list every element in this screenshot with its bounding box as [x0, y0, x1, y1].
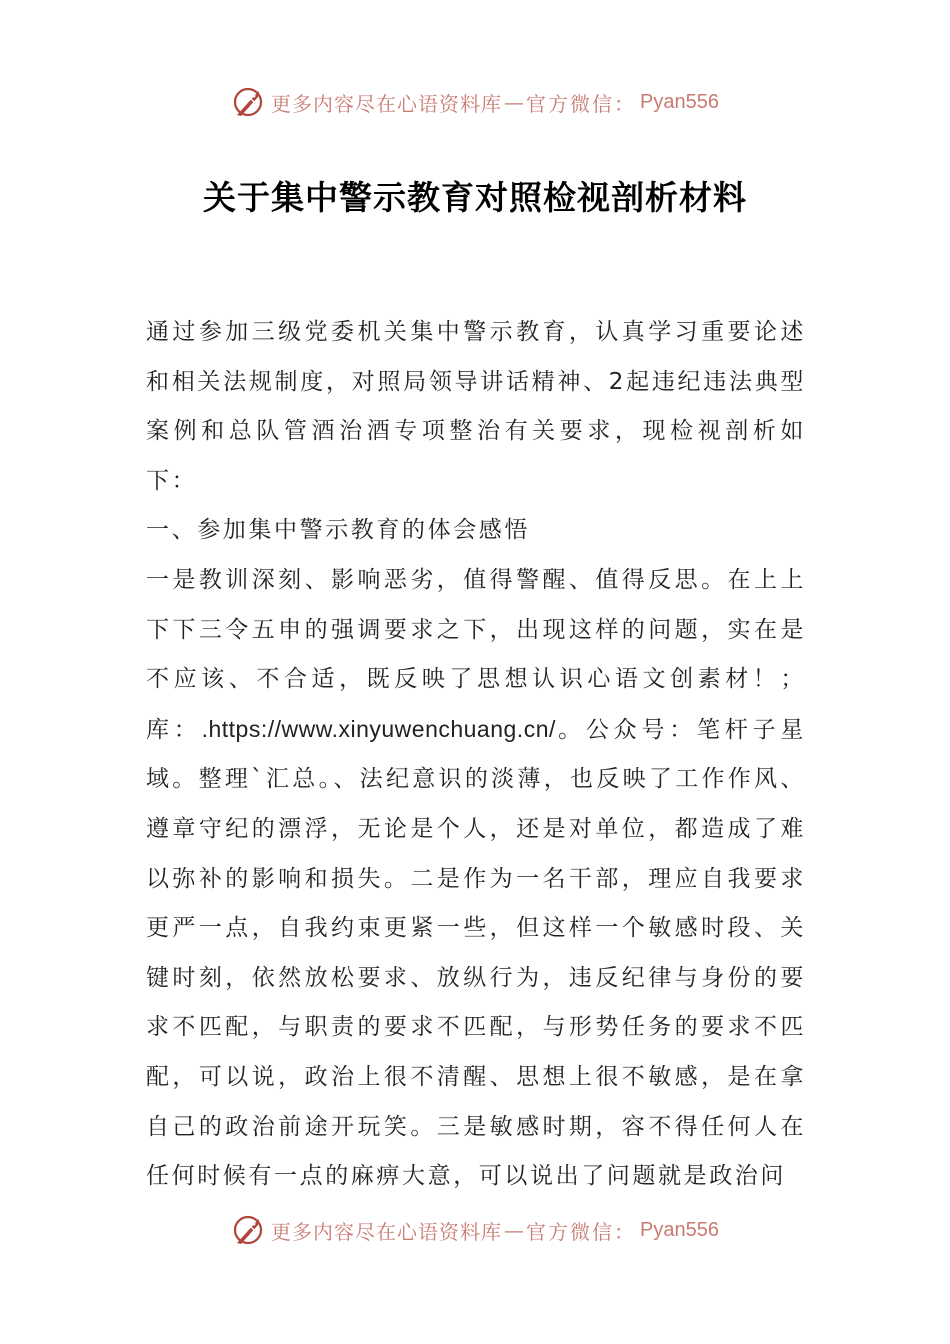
banner-wechat-label: 官方微信： [526, 91, 637, 116]
section-heading: 一、参加集中警示教育的体会感悟 [146, 517, 530, 544]
document-body [146, 308, 806, 1202]
banner-wechat-id: Pyan556 [640, 1218, 719, 1241]
website-url: .https://www.xinyuwenchuang.cn/ [201, 715, 556, 742]
header-banner [0, 82, 950, 122]
pen-nib-logo-icon [231, 85, 265, 119]
footer-banner [0, 1210, 950, 1250]
paragraph-text-b: 。公众号：笔杆子星域。整理`汇总。、法纪意识的淡薄，也反映了工作作风、遵章守纪的漂浮，无论是个人，还是对单位，都造成了难以弥补的影响和损失。二是作为一名干部，理应自我要求更严一点，自我约束更紧一些，但这样一个敏感时段、关键时刻，依然放松要求、放纵行为，违反纪律与身份的要求不匹配，与职责的要求不匹配，与形势任务的要求不匹配，可以说，政治上很不清醒、思想上很不敏感，是在拿自己的政治前途开玩笑。三是敏感时期，容不得任何人在任何时候有一点的麻痹大意，可以说出了问题就是政治问 [146, 716, 807, 1190]
body-paragraph [146, 556, 806, 1202]
banner-text: 更多内容尽在心语资料库 [271, 1219, 503, 1244]
banner-wechat-label: 官方微信： [526, 1219, 637, 1244]
banner-wechat-id: Pyan556 [640, 90, 719, 113]
paragraph-text-a: 一是教训深刻、影响恶劣，值得警醒、值得反思。在上上下下三令五申的强调要求之下，出现这样的问题，实在是不应该、不合适，既反映了思想认识心语文创素材！；库： [146, 566, 806, 743]
intro-paragraph: 通过参加三级党委机关集中警示教育，认真学习重要论述和相关法规制度，对照局领导讲话精神、2起违纪违法典型案例和总队管酒治酒专项整治有关要求，现检视剖析如下： [146, 319, 806, 494]
banner-text: 更多内容尽在心语资料库 [271, 91, 503, 116]
pen-nib-logo-icon [231, 1213, 265, 1247]
document-title: 关于集中警示教育对照检视剖析材料 [203, 178, 747, 217]
banner-separator: — [504, 90, 525, 114]
banner-separator: — [504, 1218, 525, 1242]
